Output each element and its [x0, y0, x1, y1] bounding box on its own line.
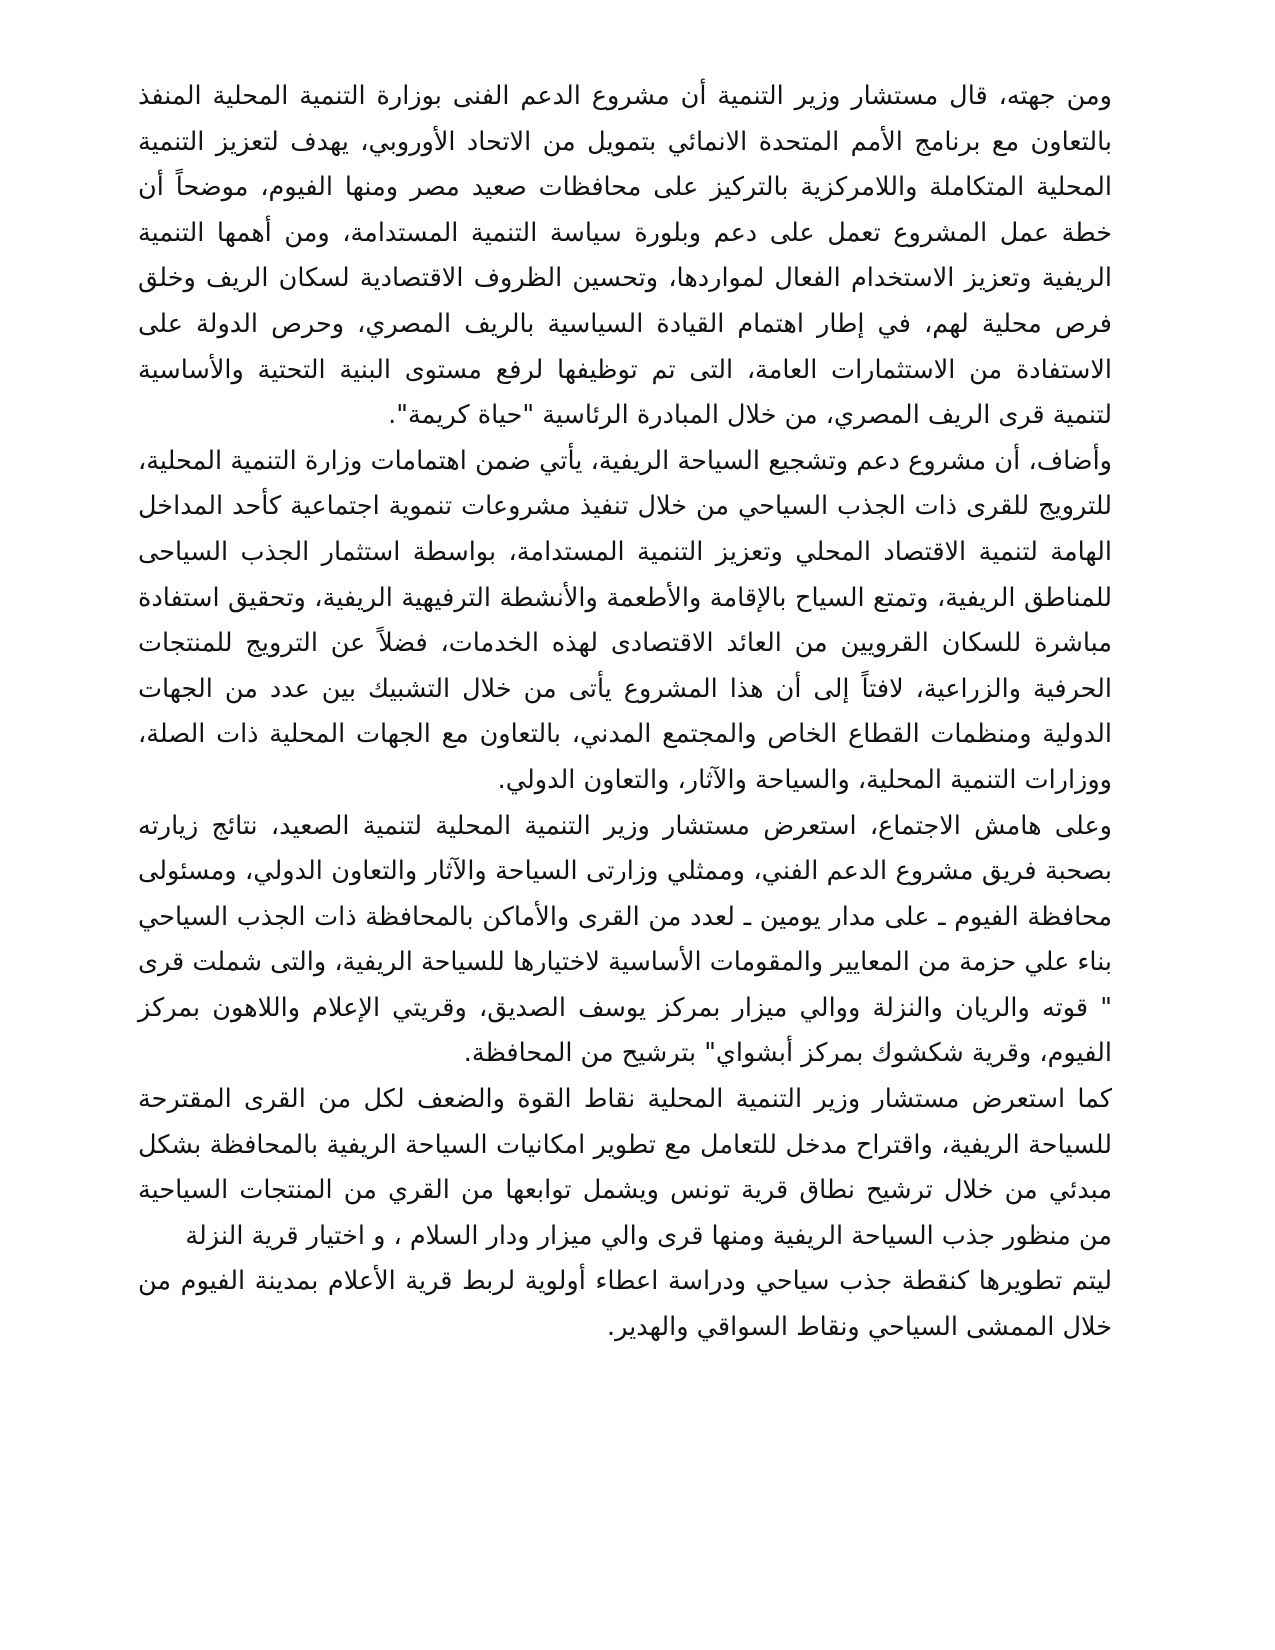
paragraph-development-plan: ليتم تطويرها كنقطة جذب سياحي ودراسة اعطاء أولوية لربط قرية الأعلام بمدينة الفيوم من خلال الممشى السياحي ونقاط السواقي والهدير. [138, 1266, 1112, 1343]
paragraph-project-objectives: ومن جهته، قال مستشار وزير التنمية أن مشروع الدعم الفنى بوزارة التنمية المحلية المنفذ بالتعاون مع برنامج الأمم المتحدة الانمائي بتمويل من الاتحاد الأوروبي، يهدف لتعزيز التنمية المحلية المتكاملة واللامركزية بالتركيز على محافظات صعيد مصر ومنها الفيوم، موضحاً أن خطة عمل المشروع تعمل على دعم وبلورة سياسة التنمية المستدامة، ومن أهمها التنمية الريفية وتعزيز الاستخدام الفعال لمواردها، وتحسين الظروف الاقتصادية لسكان الريف وخلق فرص محلية لهم، في إطار اهتمام القيادة السياسية بالريف المصري، وحرص الدولة على الاستفادة من الاستثمارات العامة، التى تم توظيفها لرفع مستوى البنية التحتية والأساسية لتنمية قرى الريف المصري، من خلال المبادرة الرئاسية "حياة كريمة". [138, 81, 1112, 431]
document-page [138, 74, 1112, 1351]
paragraph-rural-tourism-project: وأضاف، أن مشروع دعم وتشجيع السياحة الريفية، يأتي ضمن اهتمامات وزارة التنمية المحلية، للترويج للقرى ذات الجذب السياحي من خلال تنفيذ مشروعات تنموية اجتماعية كأحد المداخل الهامة لتنمية الاقتصاد المحلي وتعزيز التنمية المستدامة، بواسطة استثمار الجذب السياحى للمناطق الريفية، وتمتع السياح بالإقامة والأطعمة والأنشطة الترفيهية الريفية، وتحقيق استفادة مباشرة للسكان القرويين من العائد الاقتصادى لهذه الخدمات، فضلاً عن الترويج للمنتجات الحرفية والزراعية، لافتاً إلى أن هذا المشروع يأتى من خلال التشبيك بين عدد من الجهات الدولية ومنظمات القطاع الخاص والمجتمع المدني، بالتعاون مع الجهات المحلية ذات الصلة، ووزارات التنمية المحلية، والسياحة والآثار، والتعاون الدولي. [138, 445, 1112, 795]
paragraph-strengths-weaknesses: كما استعرض مستشار وزير التنمية المحلية نقاط القوة والضعف لكل من القرى المقترحة للسياحة الريفية، واقتراح مدخل للتعامل مع تطوير امكانيات السياحة الريفية بالمحافظة بشكل مبدئي من خلال ترشيح نطاق قرية تونس ويشمل توابعها من القري من المنتجات السياحية من منظور جذب السياحة الريفية ومنها قرى والي ميزار ودار السلام ، و اختيار قرية النزلة [138, 1084, 1112, 1251]
paragraph-meeting-visit-results: وعلى هامش الاجتماع، استعرض مستشار وزير التنمية المحلية لتنمية الصعيد، نتائج زيارته بصحبة فريق مشروع الدعم الفني، وممثلي وزارتى السياحة والآثار والتعاون الدولي، ومسئولى محافظة الفيوم ـ على مدار يومين ـ لعدد من القرى والأماكن بالمحافظة ذات الجذب السياحي بناء علي حزمة من المعايير والمقومات الأساسية لاختيارها للسياحة الريفية، والتى شملت قرى " قوته والريان والنزلة ووالي ميزار بمركز يوسف الصديق، وقريتي الإعلام واللاهون بمركز الفيوم، وقرية شكشوك بمركز أبشواي" بترشيح من المحافظة. [138, 810, 1112, 1069]
